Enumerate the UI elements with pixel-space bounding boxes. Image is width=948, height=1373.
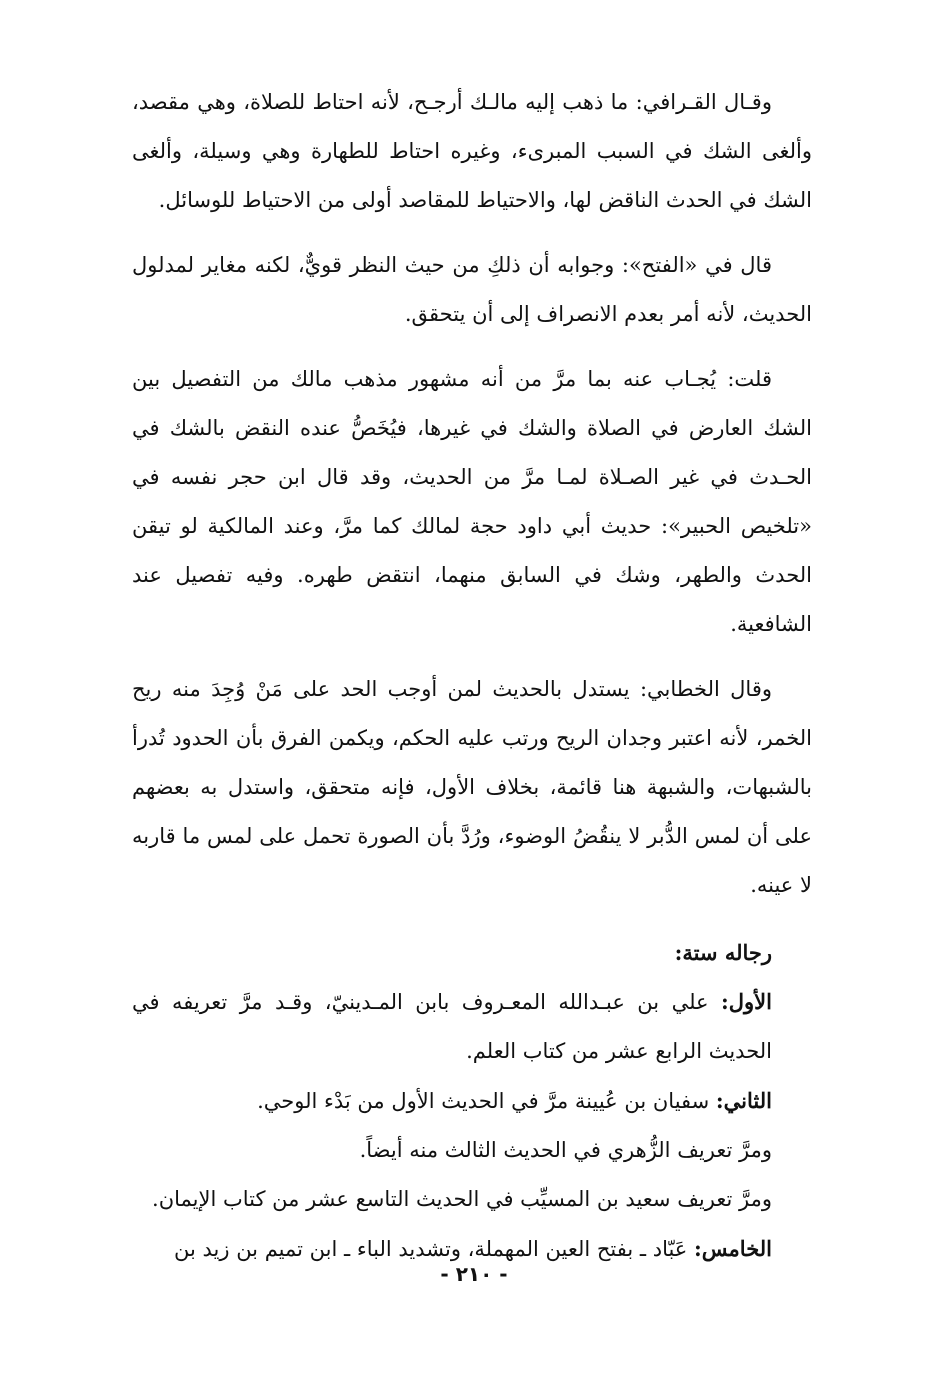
entry-text: علي بن عبـدالله المعـروف بابن المـدينيّ، وقـد مرَّ تعريفه في الحديث الرابع عشر من كتاب العلم. [132, 990, 772, 1063]
entry-label: الثاني: [715, 1088, 772, 1113]
entry-text: ومرَّ تعريف سعيد بن المسيِّب في الحديث التاسع عشر من كتاب الإيمان. [152, 1187, 772, 1211]
paragraph-fath: قال في «الفتح»: وجوابه أن ذلكِ من حيث النظر قويٌّ، لكنه مغاير لمدلول الحديث، لأنه أمر بعدم الانصراف إلى أن يتحقق. [132, 253, 812, 326]
narrator-entry-third [132, 1126, 812, 1175]
paragraph-qultu: قلت: يُجـاب عنه بما مرَّ من أنه مشهور مذهب مالك من التفصيل بين الشك العارض في الصلاة والشك في غيرها، فيُخَصُّ عنده النقض بالشك في الحـدث في غير الصـلاة لمـا مرَّ من الحديث، وقد قال ابن حجر نفسه في «تلخيص الحبير»: حديث أبي داود حجة لمالك كما مرَّ، وعند المالكية لو تيقن الحدث والطهر، وشك في السابق منهما، انتقض طهره. وفيه تفصيل عند الشافعية. [132, 367, 812, 636]
entry-label: الخامس: [694, 1236, 772, 1261]
entry-text: سفيان بن عُيينة مرَّ في الحديث الأول من بَدْء الوحي. [257, 1089, 716, 1113]
narrator-entry-first [132, 977, 812, 1076]
narrator-entry-fourth [132, 1175, 812, 1224]
paragraph-khattabi: وقال الخطابي: يستدل بالحديث لمن أوجب الحد على مَنْ وُجِدَ منه ريح الخمر، لأنه اعتبر وجدان الريح ورتب عليه الحكم، ويكمن الفرق بأن الحدود تُدرأ بالشبهات، والشبهة هنا قائمة، بخلاف الأول، فإنه متحقق، واستدل به بعضهم على أن لمس الدُّبر لا ينقُضُ الوضوء، ورُدَّ بأن الصورة تحمل على لمس ما قاربه لا عينه. [132, 677, 812, 897]
narrator-entry-second [132, 1076, 812, 1126]
paragraph-qarafi: وقـال القـرافي: ما ذهب إليه مالـك أرجـح، لأنه احتاط للصلاة، وهي مقصد، وألغى الشك في السبب المبرىء، وغيره احتاط للطهارة وهي وسيلة، وألغى الشك في الحدث الناقض لها، والاحتياط للمقاصد أولى من الاحتياط للوسائل. [132, 90, 812, 212]
entry-text: عَبّاد ـ بفتح العين المهملة، وتشديد الباء ـ ابن تميم بن زيد بن [174, 1237, 695, 1261]
entry-text: ومرَّ تعريف الزُّهري في الحديث الثالث منه أيضاً. [359, 1138, 772, 1162]
section-title: رجاله ستة: [674, 940, 772, 965]
page-number: - ٢١٠ - [440, 1262, 508, 1286]
page-body [132, 78, 812, 1274]
entry-label: الأول: [721, 989, 772, 1014]
